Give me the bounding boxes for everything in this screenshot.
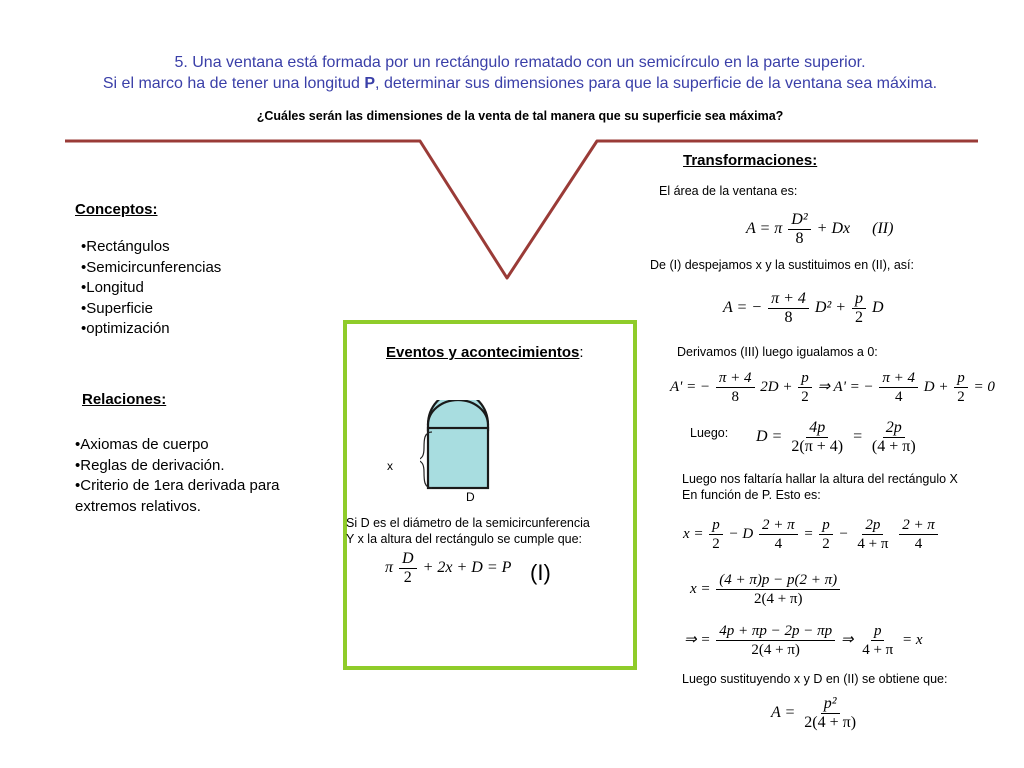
equation-D: D = $\frac{4p}{2(\pi + 4)}$ = $\frac{2p}{(4 + \pi)}$	[756, 419, 916, 455]
list-item: •Longitud	[81, 279, 144, 296]
window-diagram	[420, 400, 500, 495]
eventos-box	[343, 320, 637, 670]
label-d: D	[466, 490, 475, 504]
list-item: •Criterio de 1era derivada para extremos relativos.	[75, 477, 280, 515]
conceptos-heading: Conceptos:	[75, 201, 158, 218]
area-text: El área de la ventana es:	[659, 184, 798, 198]
eventos-description: Si D es el diámetro de la semicircunferencia Y x la altura del rectángulo se cumple que:	[346, 516, 590, 546]
list-item: •Superficie	[81, 299, 153, 317]
window-rectangle	[428, 428, 488, 488]
problem-line-1: 5. Una ventana está formada por un rectángulo rematado con un semicírculo en la parte superior.	[174, 54, 866, 71]
equation-final-area: A = $\frac{\text{p²}}{2(4 + \pi)}$	[771, 695, 857, 731]
despejamos-text: De (I) despejamos x y la sustituimos en (II), así:	[650, 258, 914, 272]
equation-x-expanded: x = $\frac{(4 + \pi)p - p(2 + \pi)}{2(4 + \pi)}$	[690, 571, 842, 608]
list-item: •Semicircunferencias	[81, 258, 222, 276]
key-question: ¿Cuáles serán las dimensiones de la venta de tal manera que su superficie sea máxima?	[256, 109, 784, 123]
equation-I: π $\frac{D}{2}$ + 2x + D = P	[385, 550, 512, 586]
equation-x: x = $\frac{p}{2}$ − D $\frac{2 + \pi}{4}$ = $\frac{p}{2}$ − $\frac{2p}{4 + \pi}$ $\frac{2 + \pi}{4}$	[683, 516, 940, 553]
label-x: x	[387, 459, 393, 473]
list-item: •optimización	[81, 320, 170, 337]
equation-II: A = π $\frac{\text{D²}}{8}$ + Dx (II)	[746, 211, 894, 247]
list-item: •Rectángulos	[81, 238, 170, 255]
luego-text: Luego:	[690, 426, 729, 440]
problem-line-2: Si el marco ha de tener una longitud P, determinar sus dimensiones para que la superficie de la ventana sea máxima.	[102, 75, 938, 92]
final-text: Luego sustituyendo x y D en (II) se obtiene que:	[682, 672, 948, 686]
equation-x-simplified: ⇒ = $\frac{4p + \pi p - 2p - \pi p}{2(4 + \pi)}$ ⇒ $\frac{p}{4 + \pi}$ = x	[684, 623, 923, 658]
eventos-heading: Eventos y acontecimientos:	[386, 344, 584, 361]
list-item: •Reglas de derivación.	[75, 456, 225, 474]
relaciones-list	[75, 435, 315, 517]
altura-text: Luego nos faltaría hallar la altura del rectángulo X En función de P. Esto es:	[682, 472, 958, 502]
equation-I-label: (I)	[530, 560, 551, 585]
list-item: •Axiomas de cuerpo	[75, 436, 209, 453]
equation-derivative: A' = − $\frac{\pi + 4}{8}$ 2D + $\frac{p}{2}$ ⇒ A' = − $\frac{\pi + 4}{4}$ D + $\frac{p}{2}$ = 0	[670, 370, 995, 405]
transformaciones-heading: Transformaciones:	[683, 152, 818, 169]
relaciones-heading: Relaciones:	[82, 391, 167, 408]
derivamos-text: Derivamos (III) luego igualamos a 0:	[677, 345, 878, 359]
conceptos-list	[81, 237, 221, 340]
equation-III: A = − $\frac{\pi + 4}{8}$ D² + $\frac{p}{2}$ D	[723, 290, 884, 326]
